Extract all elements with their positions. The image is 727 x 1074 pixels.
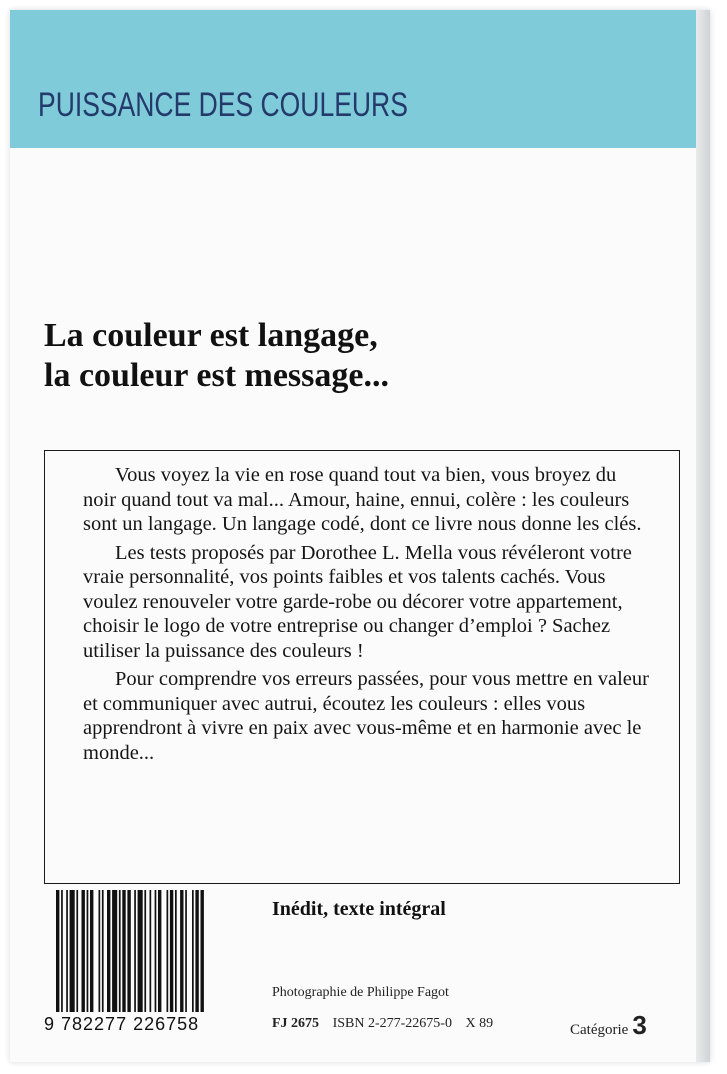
barcode-bars [56, 890, 250, 1012]
publisher-codes [272, 1016, 503, 1032]
top-color-band [10, 10, 710, 148]
barcode-bar [158, 890, 161, 1012]
barcode-bar [201, 890, 204, 1012]
blurb-box [44, 450, 680, 884]
barcode-bar [99, 890, 101, 1012]
photo-credit: Photographie de Philippe Fagot [272, 985, 449, 1000]
barcode-bar [192, 890, 194, 1012]
barcode-bar [150, 890, 152, 1012]
barcode-bar [82, 890, 85, 1012]
series-title: PUISSANCE DES COULEURS [38, 86, 408, 124]
barcode-bar [102, 890, 104, 1012]
barcode-bar [185, 890, 187, 1012]
barcode-bar [167, 890, 169, 1012]
barcode-bar [87, 890, 89, 1012]
barcode-bar [144, 890, 146, 1012]
category [570, 1010, 647, 1041]
edition-note: Inédit, texte intégral [272, 898, 446, 920]
category-label: Catégorie [570, 1022, 629, 1038]
barcode-bar [122, 890, 125, 1012]
barcode-bar [76, 890, 78, 1012]
barcode-bar [119, 890, 121, 1012]
price-code: X 89 [465, 1016, 494, 1031]
barcode-bar [170, 890, 173, 1012]
code-fj: FJ 2675 [272, 1016, 320, 1031]
blurb-paragraph-3: Pour comprendre vos erreurs passées, pour vous mettre en valeur et communiquer avec autrui, écoutez les couleurs : elles vous apprendront à vivre en paix avec vous-même et en harmonie avec le monde... [83, 668, 649, 764]
barcode-bar [195, 890, 198, 1012]
headline [44, 316, 389, 396]
barcode-bar [112, 890, 117, 1012]
barcode-bar [175, 890, 177, 1012]
barcode-bar [56, 890, 59, 1012]
barcode-bar [134, 890, 136, 1012]
barcode-bar [138, 890, 143, 1012]
barcode-bar [61, 890, 63, 1012]
blurb-paragraph-1: Vous voyez la vie en rose quand tout va bien, vous broyez du noir quand tout va mal... Amour, haine, ennui, colère : les couleurs sont un langage. Un langage codé, dont ce livre nous donne les clés. [83, 464, 642, 535]
barcode-digits: 9 782277 226758 [44, 1014, 200, 1034]
barcode-bar [127, 890, 130, 1012]
barcode-bar [90, 890, 93, 1012]
isbn: ISBN 2-277-22675-0 [332, 1016, 452, 1031]
barcode-bar [155, 890, 157, 1012]
blurb-paragraph-2: Les tests proposés par Dorothee L. Mella vous révéleront votre vraie personnalité, vos points faibles et vos talents cachés. Vous voulez renouveler votre garde-robe ou décorer votre appartement, choisir le logo de votre entreprise ou changer d’emploi ? Sachez utiliser la puissance des couleurs ! [83, 541, 632, 662]
barcode-bar [70, 890, 75, 1012]
barcode-bar [180, 890, 183, 1012]
headline-line-2: la couleur est message... [44, 357, 389, 394]
barcode [44, 886, 250, 1038]
barcode-bar [107, 890, 110, 1012]
category-number: 3 [632, 1010, 647, 1040]
headline-line-1: La couleur est langage, [44, 317, 378, 354]
cover-edge [696, 10, 710, 1062]
book-back-cover [10, 10, 710, 1062]
barcode-bar [66, 890, 68, 1012]
